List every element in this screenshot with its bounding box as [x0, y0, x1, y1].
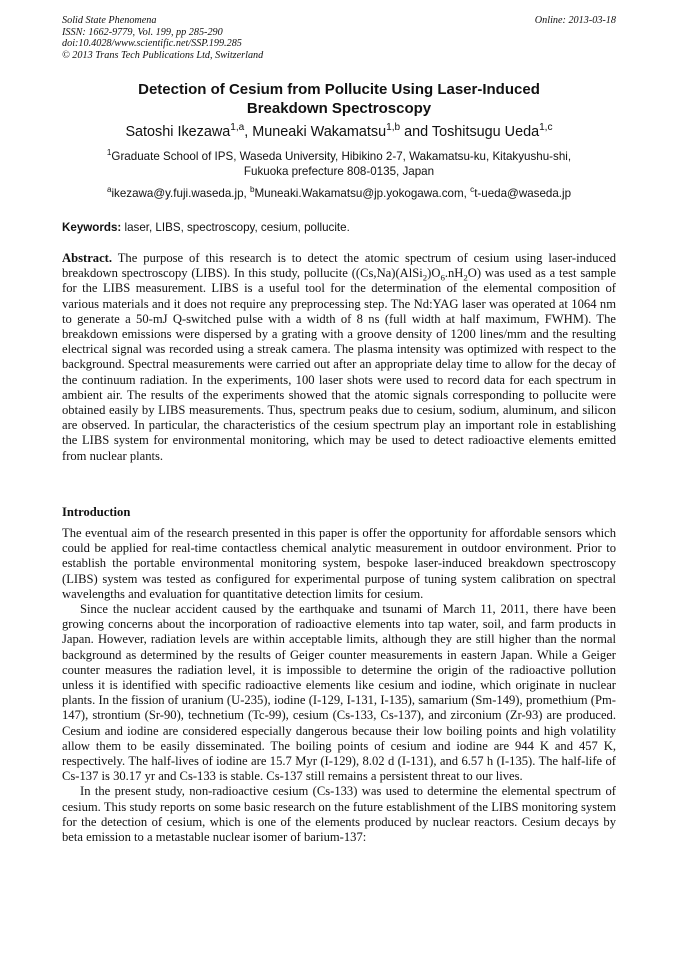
affiliation	[62, 149, 616, 179]
affiliation-line-1: Graduate School of IPS, Waseda University, Hibikino 2-7, Wakamatsu-ku, Kitakyushu-shi,	[111, 150, 572, 163]
copyright-line: © 2013 Trans Tech Publications Ltd, Switzerland	[62, 49, 264, 61]
author-separator: and	[400, 124, 432, 140]
paper-title	[62, 80, 616, 118]
affiliation-line-2: Fukuoka prefecture 808-0135, Japan	[243, 165, 435, 178]
email-address: t-ueda@waseda.jp	[474, 187, 572, 200]
abstract-text: The purpose of this research is to detect the atomic spectrum of cesium using laser-induced breakdown spectroscopy (LIBS). In this study, pollucite ((Cs,Na)(AlSi	[62, 251, 616, 281]
keywords-text: laser, LIBS, spectroscopy, cesium, pollucite.	[121, 221, 350, 234]
email-separator: ,	[243, 187, 250, 200]
introduction-body	[62, 526, 616, 845]
author-separator: ,	[244, 124, 253, 140]
introduction-paragraph: In the present study, non-radioactive cesium (Cs-133) was used to determine the elemental spectrum of cesium. This study reports on some basic research on the future establishment of the LIBS monitoring system for the detection of cesium, which is one of the elements produced by nuclear reactors. Cesium decays by beta emission to a metastable nuclear isomer of barium-137:	[62, 784, 616, 845]
keywords-label: Keywords:	[62, 221, 122, 234]
email-separator: ,	[463, 187, 471, 200]
journal-header	[62, 15, 616, 61]
author-superscript: 1,a	[230, 122, 245, 134]
author-name: Muneaki Wakamatsu	[252, 124, 387, 140]
abstract-text: .nH	[444, 266, 464, 281]
author-name: Toshitsugu Ueda	[431, 124, 540, 140]
email-superscript: c	[470, 185, 475, 195]
introduction-paragraph: The eventual aim of the research presented in this paper is offer the opportunity for affordable sensors which could be applied for real-time contactless chemical analytic measurement in outdoor environment. Prior to establish the portable environmental monitoring system, bespoke laser-induced breakdown spectroscopy (LIBS) system was tested as configured for experimental purpose of tuning system calibration on spectral wavelengths and evaluation for quantitative detection limits for cesium.	[62, 526, 616, 601]
abstract-subscript: 2	[463, 272, 468, 283]
issn-line: ISSN: 1662-9779, Vol. 199, pp 285-290	[62, 26, 223, 38]
keywords	[62, 220, 616, 235]
abstract-label: Abstract.	[62, 251, 113, 265]
abstract-text: )O	[427, 266, 441, 281]
email-superscript: a	[106, 185, 112, 195]
doi-line: doi:10.4028/www.scientific.net/SSP.199.285	[62, 38, 242, 50]
abstract-subscript: 2	[422, 272, 428, 283]
abstract-text: O) was used as a test sample for the LIBS measurement. LIBS is a useful tool for the determination of the elemental composition of various materials and it does not require any preprocessing step. The Nd:YAG laser was operated at 1064 nm to generate a 50-mJ Q-switched pulse with a width of 8 ns (full width at half maximum, FWHM). The breakdown emissions were dispersed by a grating with a groove density of 1200 lines/mm and the resulting electrical signal was recorded using a streak camera. The plasma intensity was optimized with respect to the background. Spectral measurements were carried out after an appropriate delay time to allow for the decay of the continuum radiation. In the experiments, 100 laser shots were used to record data for each spectrum in ambient air. The results of the experiments showed that the atomic signals corresponding to pollucite were obtained easily by LIBS measurements. Thus, spectrum peaks due to cesium, sodium, aluminum, and silicon are observed. In particular, the characteristics of the cesium spectrum play an important role in establishing the LIBS system for environmental monitoring, which may be used to detect radioactive elements emitted from nuclear plants.	[62, 266, 616, 463]
abstract	[62, 251, 616, 464]
author-superscript: 1,b	[386, 122, 401, 134]
author-list	[62, 123, 616, 141]
journal-name: Solid State Phenomena	[62, 15, 157, 26]
introduction-paragraph: Since the nuclear accident caused by the earthquake and tsunami of March 11, 2011, there have been growing concerns about the incorporation of radioactive elements into tap water, soil, and farm products in Japan. However, radiation levels are within acceptable limits, although they are still higher than the normal background as determined by the results of Geiger counter measurements in eastern Japan. While a Geiger counter measures the radiation level, it is impossible to determine the origin of the radioactive pollution unless it is identified with specific radioactive elements like cesium and iodine, which originate in nuclear plants. In the fission of uranium (U-235), iodine (I-129, I-131, I-135), samarium (Sm-149), promethium (Pm-147), strontium (Sr-90), technetium (Tc-99), cesium (Cs-133, Cs-137), and zirconium (Zr-93) are produced. Cesium and iodine are considered especially dangerous because their low boiling points and high volatility allow them to be easily disseminated. The boiling points of cesium and iodine are 944 K and 457 K, respectively. The half-lives of iodine are 15.7 Myr (I-129), 8.02 d (I-131), and 6.57 h (I-135). The half-life of Cs-137 is 30.17 yr and Cs-133 is stable. Cs-137 still remains a persistent threat to our lives.	[62, 602, 616, 784]
affiliation-superscript: 1	[106, 148, 112, 158]
abstract-subscript: 6	[440, 272, 445, 283]
paper-title-line-1: Detection of Cesium from Pollucite Using Laser-Induced	[138, 81, 540, 98]
paper-title-line-2: Breakdown Spectroscopy	[246, 100, 432, 117]
author-name: Satoshi Ikezawa	[125, 124, 231, 140]
section-heading-introduction: Introduction	[62, 505, 131, 519]
email-superscript: b	[249, 185, 255, 195]
online-date: Online: 2013-03-18	[534, 15, 616, 26]
email-address: Muneaki.Wakamatsu@jp.yokogawa.com	[254, 187, 464, 200]
email-address: ikezawa@y.fuji.waseda.jp	[111, 187, 244, 200]
email-list	[62, 186, 616, 201]
author-superscript: 1,c	[539, 122, 553, 134]
